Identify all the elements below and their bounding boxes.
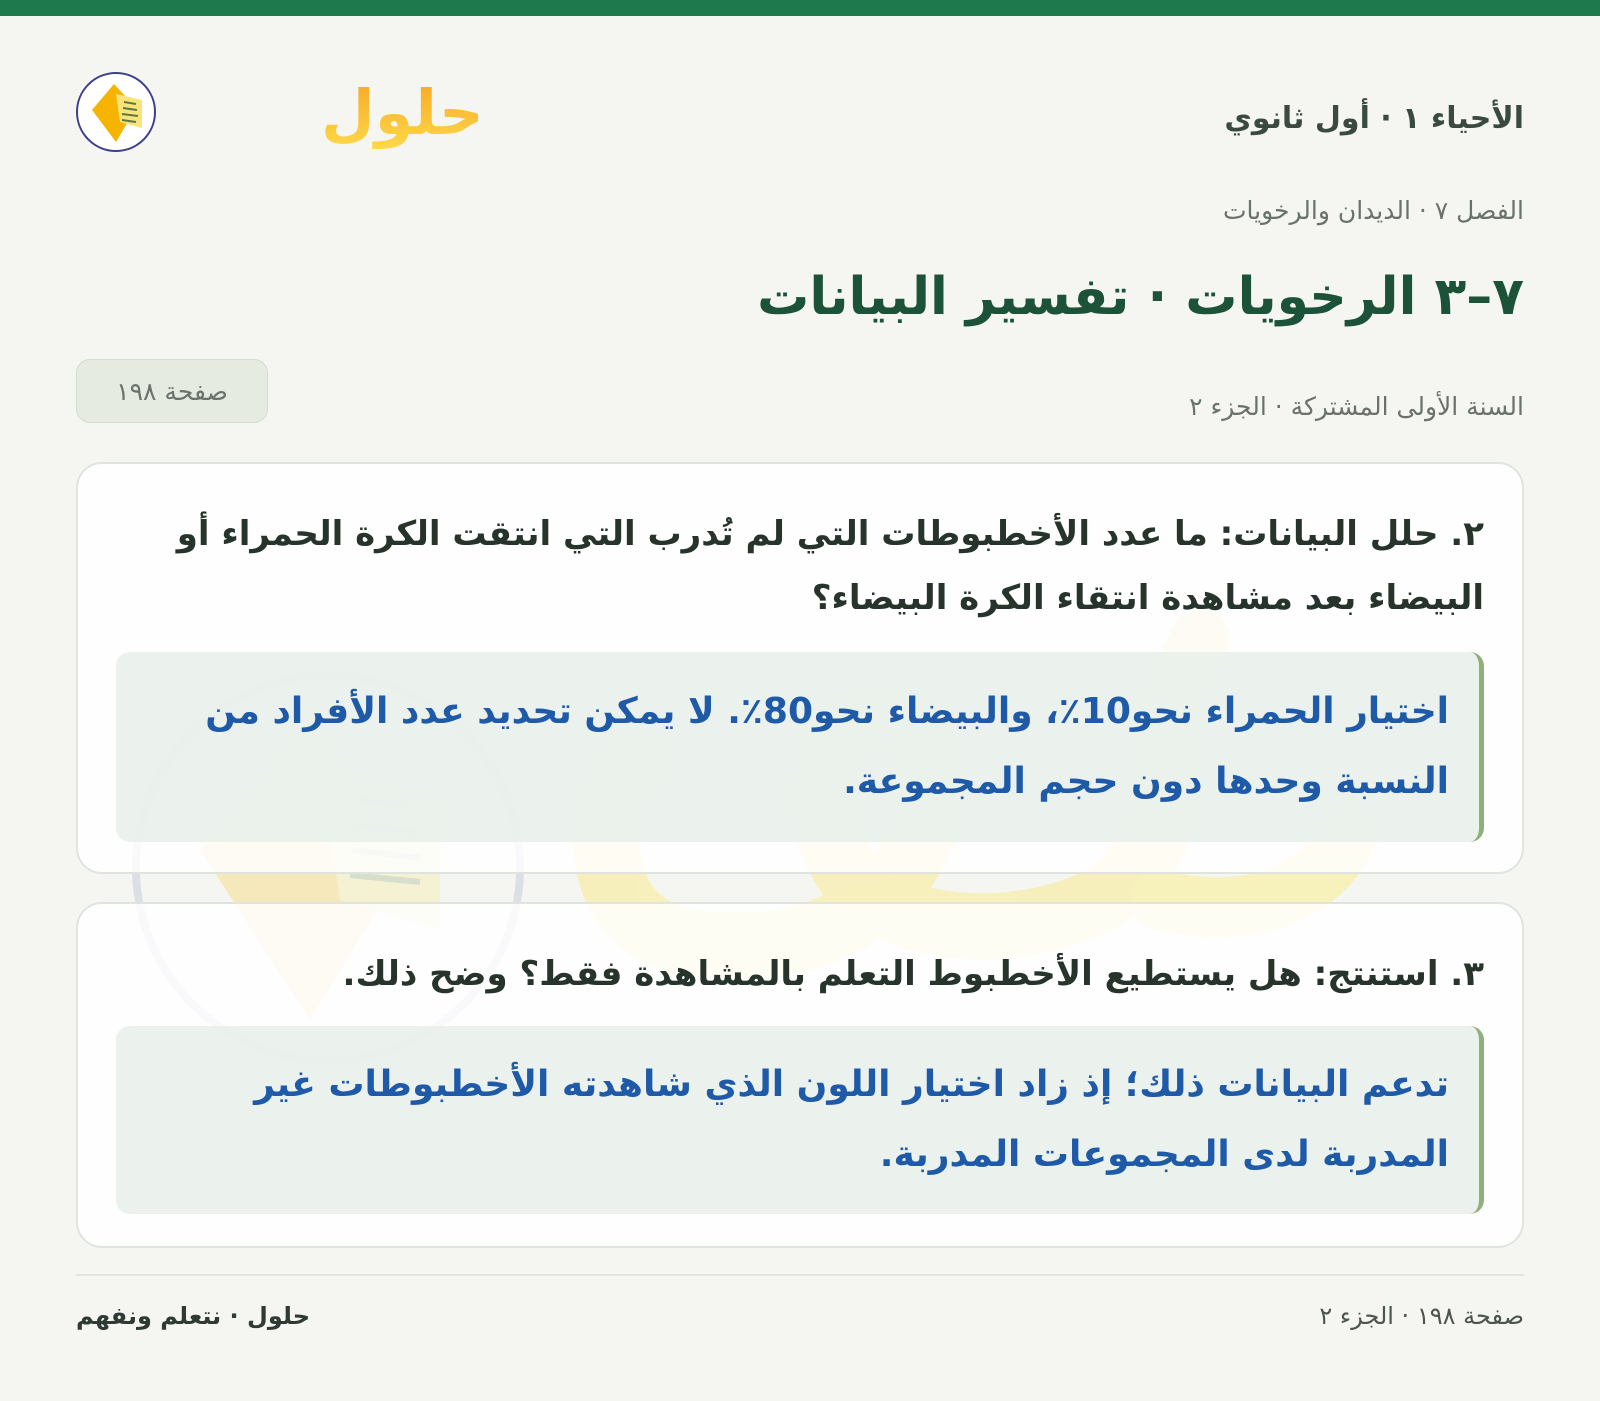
question-card (76, 902, 1524, 1248)
question-card (76, 462, 1524, 874)
answer-box: اختيار الحمراء نحو10٪، والبيضاء نحو80٪. لا يمكن تحديد عدد الأفراد من النسبة وحدها دون حجم المجموعة. (116, 652, 1484, 842)
chapter-label: الفصل ٧ · الديدان والرخويات (1223, 196, 1524, 225)
footer-divider (76, 1274, 1524, 1276)
page-number-badge: صفحة ١٩٨ (76, 359, 268, 423)
logo-text: حلول (321, 76, 484, 149)
hulul-logo[interactable] (76, 52, 484, 152)
footer-page-info: صفحة ١٩٨ · الجزء ٢ (1319, 1302, 1524, 1330)
top-accent-bar (0, 0, 1600, 16)
footer-tagline: حلول · نتعلم ونفهم (76, 1302, 310, 1330)
question-text: ٣. استنتج: هل يستطيع الأخطبوط التعلم بالمشاهدة فقط؟ وضح ذلك. (342, 954, 1484, 994)
book-label: السنة الأولى المشتركة · الجزء ٢ (1189, 392, 1524, 421)
page-content (76, 16, 1524, 1401)
question-text: ٢. حلل البيانات: ما عدد الأخطبوطات التي لم تُدرب التي انتقت الكرة الحمراء أو البيضاء بعد مشاهدة انتقاء الكرة البيضاء؟ (176, 514, 1484, 618)
lesson-title: ٧–٣ الرخويات · تفسير البيانات (757, 267, 1524, 327)
answer-box: تدعم البيانات ذلك؛ إذ زاد اختيار اللون الذي شاهدته الأخطبوطات غير المدربة لدى المجموعات المدربة. (116, 1026, 1484, 1214)
subject-title: الأحياء ١ · أول ثانوي (1224, 101, 1524, 136)
